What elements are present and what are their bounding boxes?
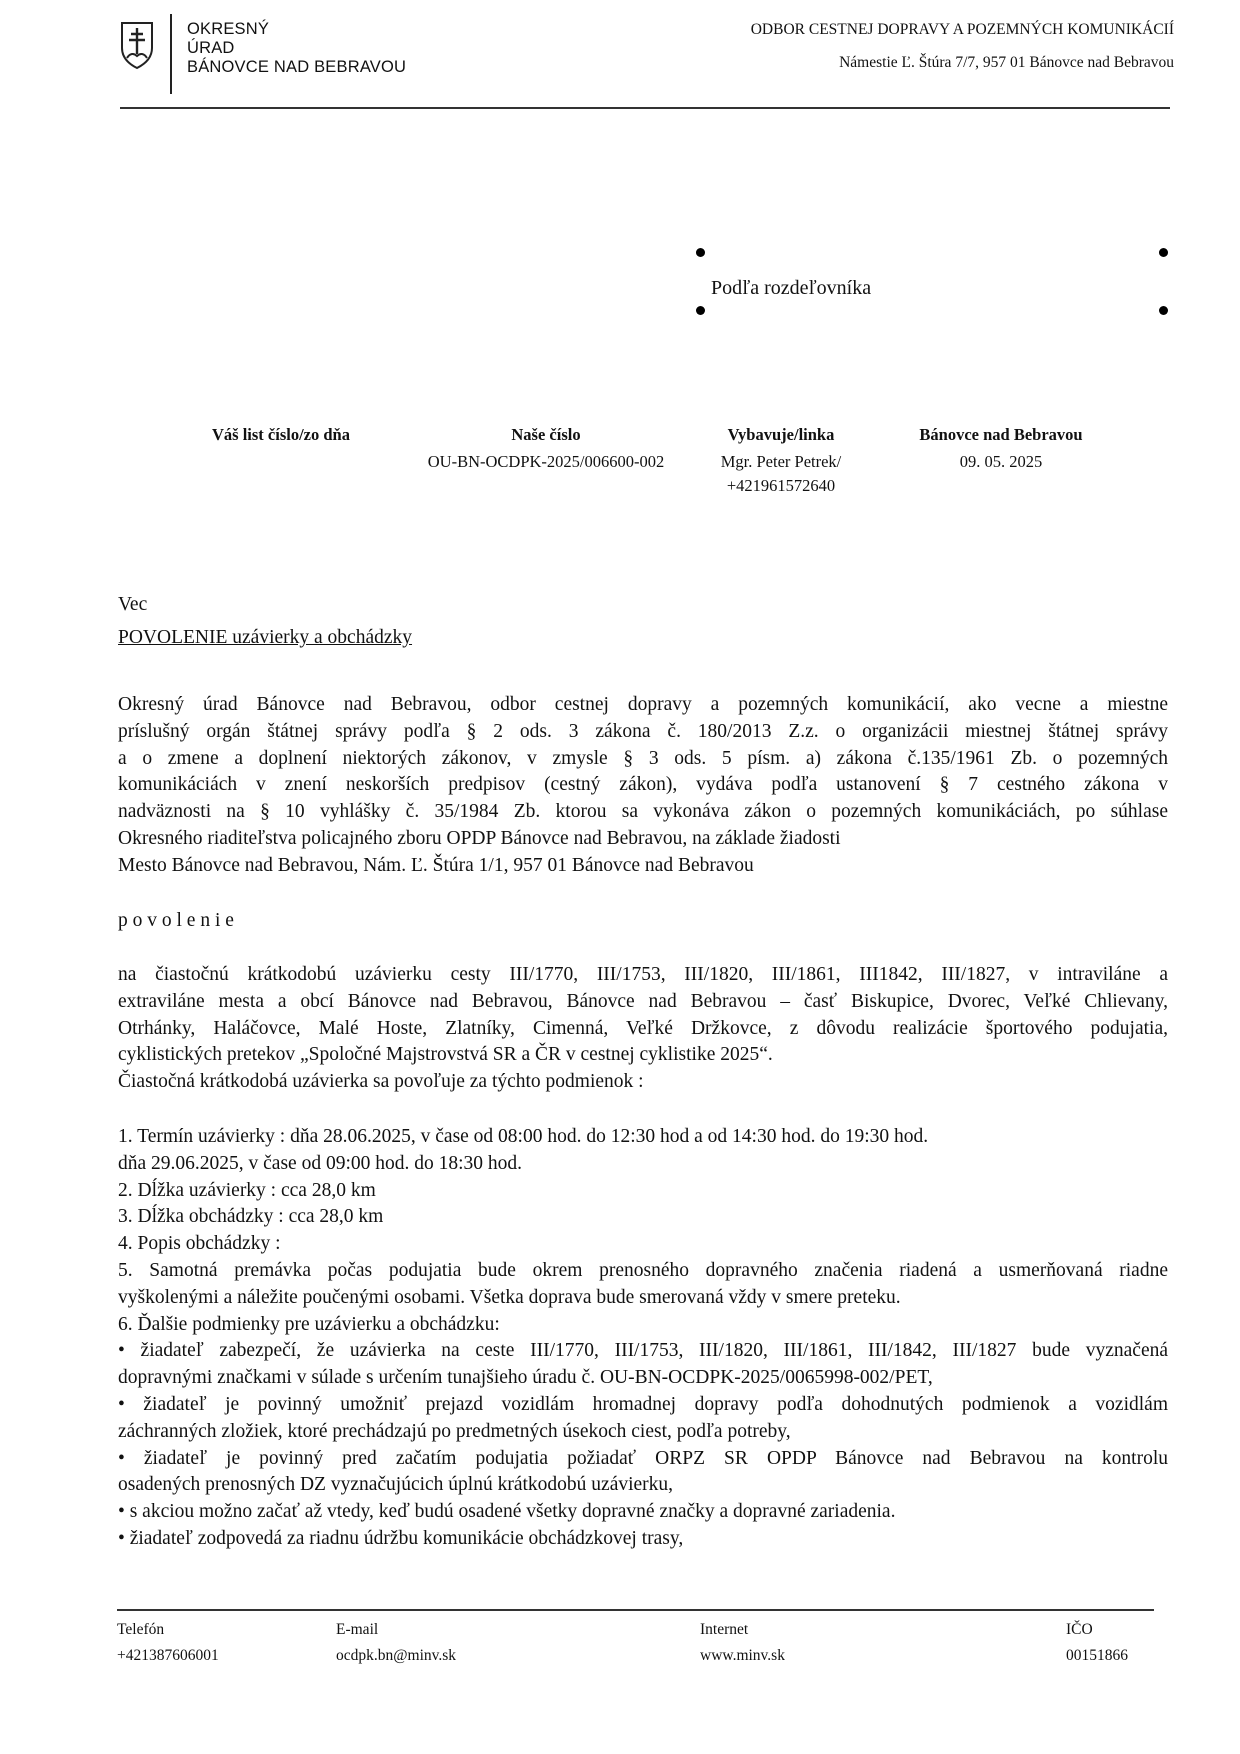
intro-line: a o zmene a doplnení niektorých zákonov, v zmysle § 3 ods. 5 písm. a) zákona č.135/1961 Zb. o pozemných: [118, 747, 1168, 769]
office-address: Námestie Ľ. Štúra 7/7, 957 01 Bánovce nad Bebravou: [839, 54, 1174, 71]
footer-ico-label: IČO: [1066, 1621, 1093, 1638]
header-rule: [120, 107, 1170, 109]
permit-line: Otrhánky, Haláčovce, Malé Hoste, Zlatníky, Cimenná, Veľké Držkovce, z dôvodu realizácie športového podujatia,: [118, 1017, 1168, 1039]
bullet-item: • žiadateľ je povinný pred začatím podujatia požiadať ORPZ SR OPDP Bánovce nad Bebravou na kontrolu: [118, 1447, 1168, 1469]
office-name-line-1: OKRESNÝ: [187, 20, 270, 38]
permit-line: cyklistických pretekov „Spoločné Majstrovstvá SR a ČR v cestnej cyklistike 2025“.: [118, 1044, 773, 1066]
footer-internet-label: Internet: [700, 1621, 749, 1638]
applicant: Mesto Bánovce nad Bebravou, Nám. Ľ. Štúra 1/1, 957 01 Bánovce nad Bebravou: [118, 854, 754, 876]
intro-line: komunikáciách v znení neskorších predpisov (cestný zákon), vydáva podľa ustanovení § 7 cestného zákona v: [118, 774, 1168, 796]
department-name: ODBOR CESTNEJ DOPRAVY A POZEMNÝCH KOMUNIKÁCIÍ: [750, 21, 1174, 38]
place-label: Bánovce nad Bebravou: [919, 425, 1083, 444]
our-number: OU-BN-OCDPK-2025/006600-002: [427, 452, 665, 471]
intro-paragraph: [118, 692, 1168, 880]
condition-item: 4. Popis obchádzky :: [118, 1233, 281, 1255]
intro-line: príslušný orgán štátnej správy podľa § 2 ods. 3 zákona č. 180/2013 Z.z. o organizácii miestnej štátnej správy: [118, 720, 1168, 742]
office-name-line-2: ÚRAD: [187, 39, 235, 57]
your-letter-label: Váš list číslo/zo dňa: [212, 425, 350, 444]
bullet-item: • žiadateľ zabezpečí, že uzávierka na ceste III/1770, III/1753, III/1820, III/1861, III/1842, III/1827 bude vyznačená: [118, 1340, 1168, 1362]
footer-ico: 00151866: [1066, 1647, 1128, 1664]
recipient: Podľa rozdeľovníka: [711, 277, 872, 299]
bullet-item: • s akciou možno začať až vtedy, keď budú osadené všetky dopravné značky a dopravné zariadenia.: [118, 1501, 896, 1523]
condition-item: 6. Ďalšie podmienky pre uzávierku a obchádzku:: [118, 1313, 500, 1335]
footer-internet: www.minv.sk: [700, 1647, 785, 1664]
footer-phone: +421387606001: [117, 1647, 219, 1664]
condition-item: 2. Dĺžka uzávierky : cca 28,0 km: [118, 1179, 376, 1201]
handled-by-name: Mgr. Peter Petrek/: [720, 452, 842, 471]
conditions-intro: Čiastočná krátkodobá uzávierka sa povoľuje za týchto podmienok :: [118, 1071, 644, 1093]
handled-by-phone: +421961572640: [726, 476, 836, 495]
subject: POVOLENIE uzávierky a obchádzky: [118, 627, 413, 648]
bullet-item: • žiadateľ je povinný umožniť prejazd vozidlám hromadnej dopravy podľa dohodnutých podmienok a vozidlám: [118, 1393, 1168, 1415]
footer-email-label: E-mail: [336, 1621, 379, 1638]
window-corner-mark: [696, 248, 705, 257]
permit-line: extraviláne mesta a obcí Bánovce nad Bebravou, Bánovce nad Bebravou – časť Biskupice, Dvorec, Veľké Chlievany,: [118, 990, 1168, 1012]
handled-by-label: Vybavuje/linka: [727, 425, 835, 444]
bullet-item: • žiadateľ zodpovedá za riadnu údržbu komunikácie obchádzkovej trasy,: [118, 1527, 684, 1549]
permit-paragraph: [118, 962, 1168, 1096]
coat-of-arms-icon: [119, 20, 155, 70]
window-corner-mark: [1159, 306, 1168, 315]
decision-heading: p o v o l e n i e: [118, 910, 234, 931]
condition-item: 1. Termín uzávierky : dňa 28.06.2025, v čase od 08:00 hod. do 12:30 hod a od 14:30 hod. do 19:30 hod.: [118, 1126, 929, 1147]
footer-phone-label: Telefón: [117, 1621, 165, 1638]
header-divider: [170, 14, 172, 94]
window-corner-mark: [1159, 248, 1168, 257]
footer-rule: [117, 1609, 1154, 1611]
bullet-item: osadených prenosných DZ vyznačujúcich úplnú krátkodobú uzávierku,: [118, 1474, 674, 1496]
bullet-item: záchranných zložiek, ktoré prechádzajú po predmetných úsekoch ciest, podľa potreby,: [118, 1420, 791, 1442]
condition-item: dňa 29.06.2025, v čase od 09:00 hod. do 18:30 hod.: [118, 1152, 523, 1174]
subject-label: Vec: [118, 594, 148, 615]
intro-line: Okresného riaditeľstva policajného zboru OPDP Bánovce nad Bebravou, na základe žiadosti: [118, 827, 841, 849]
condition-item: 3. Dĺžka obchádzky : cca 28,0 km: [118, 1206, 384, 1228]
conditions-list: [118, 1124, 1168, 1553]
footer-email: ocdpk.bn@minv.sk: [336, 1647, 457, 1664]
bullet-item: dopravnými značkami v súlade s určením tunajšieho úradu č. OU-BN-OCDPK-2025/0065998-002/PET,: [118, 1367, 933, 1389]
condition-item: vyškolenými a náležite poučenými osobami. Všetka doprava bude smerovaná vždy v smere preteku.: [118, 1286, 901, 1308]
condition-item: 5. Samotná premávka počas podujatia bude okrem prenosného dopravného značenia riadená a usmerňovaná riadne: [118, 1259, 1168, 1281]
our-number-label: Naše číslo: [511, 425, 581, 444]
office-name-line-3: BÁNOVCE NAD BEBRAVOU: [187, 58, 407, 76]
letter-date: 09. 05. 2025: [959, 452, 1043, 471]
permit-line: na čiastočnú krátkodobú uzávierku cesty III/1770, III/1753, III/1820, III/1861, III1842, III/1827, v intraviláne a: [118, 964, 1168, 985]
intro-line: Okresný úrad Bánovce nad Bebravou, odbor cestnej dopravy a pozemných komunikácií, ako vecne a miestne: [118, 694, 1168, 715]
window-corner-mark: [696, 306, 705, 315]
intro-line: nadväznosti na § 10 vyhlášky č. 35/1984 Zb. ktorou sa vykonáva zákon o pozemných komunikáciách, po súhlase: [118, 801, 1168, 823]
